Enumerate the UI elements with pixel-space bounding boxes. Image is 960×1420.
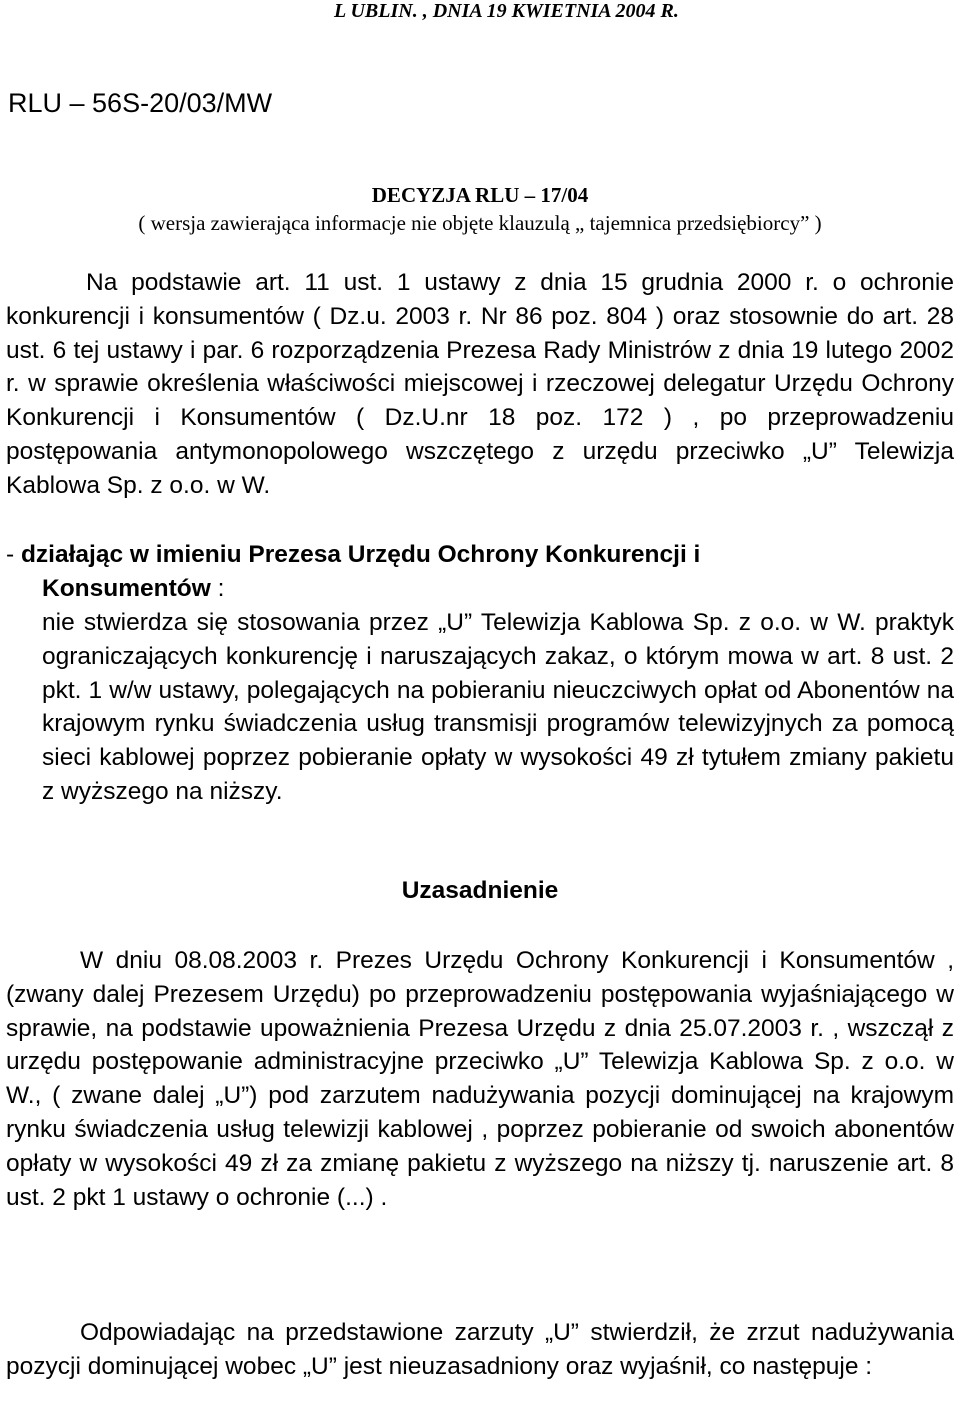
justification-text-2: Odpowiadając na przedstawione zarzuty „U” stwierdził, że zrzut nadużywania pozycji dominującej wobec „U” jest nieuzasadniony oraz wyjaśnił, co następuje : bbox=[6, 1319, 954, 1380]
acting-colon: : bbox=[210, 575, 225, 602]
justification-heading: Uzasadnienie bbox=[401, 877, 559, 904]
ruling-text: nie stwierdza się stosowania przez „U” Telewizja Kablowa Sp. z o.o. w W. praktyk ograniczających konkurencję i naruszających zakaz, o którym mowa w art. 8 ust. 2 pkt. 1 w/w ustawy, polegających na pobieraniu nieuczciwych opłat od Abonentów na krajowym rynku świadczenia usług transmisji programów telewizyjnych za pomocą sieci kablowej poprzez pobieranie opłaty w wysokości 49 zł tytułem zmiany pakietu z wyższego na niższy. bbox=[42, 609, 954, 805]
case-reference: RLU – 56S-20/03/MW bbox=[8, 88, 273, 118]
acting-dash: - bbox=[6, 541, 21, 568]
decision-subtitle: ( wersja zawierająca informacje nie objęte klauzulą „ tajemnica przedsiębiorcy” ) bbox=[138, 211, 822, 235]
decision-title: DECYZJA RLU – 17/04 bbox=[371, 183, 589, 207]
acting-on-behalf-text: działając w imieniu Prezesa Urzędu Ochrony Konkurencji i bbox=[20, 541, 701, 568]
acting-on-behalf-line-2 bbox=[42, 572, 224, 606]
acting-office-name: Konsumentów bbox=[42, 575, 211, 602]
date-line: L UBLIN. , DNIA 19 KWIETNIA 2004 R. bbox=[334, 0, 679, 22]
legal-basis-paragraph bbox=[6, 266, 954, 503]
justification-paragraph-2 bbox=[6, 1316, 954, 1384]
ruling-paragraph bbox=[42, 606, 954, 809]
acting-on-behalf-line bbox=[6, 538, 700, 572]
justification-text-1: W dniu 08.08.2003 r. Prezes Urzędu Ochrony Konkurencji i Konsumentów , (zwany dalej Prezesem Urzędu) po przeprowadzeniu postępowania wyjaśniającego w sprawie, na podstawie upoważnienia Prezesa Urzędu z dnia 25.07.2003 r. , wszczął z urzędu postępowanie administracyjne przeciwko „U” Telewizja Kablowa Sp. z o.o. w W., ( zwane dalej „U”) pod zarzutem nadużywania pozycji dominującej na krajowym rynku świadczenia usług telewizji kablowej , poprzez pobieranie od swoich abonentów opłaty w wysokości 49 zł za zmianę pakietu z wyższego na niższy tj. naruszenie art. 8 ust. 2 pkt 1 ustawy o ochronie (...) . bbox=[6, 947, 954, 1211]
justification-paragraph-1 bbox=[6, 944, 954, 1214]
legal-basis-text: Na podstawie art. 11 ust. 1 ustawy z dnia 15 grudnia 2000 r. o ochronie konkurencji i konsumentów ( Dz.u. 2003 r. Nr 86 poz. 804 ) oraz stosownie do art. 28 ust. 6 tej ustawy i par. 6 rozporządzenia Prezesa Rady Ministrów z dnia 19 lutego 2002 r. w sprawie określenia właściwości miejscowej i rzeczowej delegatur Urzędu Ochrony Konkurencji i Konsumentów ( Dz.U.nr 18 poz. 172 ) , po przeprowadzeniu postępowania antymonopolowego wszczętego z urzędu przeciwko „U” Telewizja Kablowa Sp. z o.o. w W. bbox=[6, 269, 954, 499]
